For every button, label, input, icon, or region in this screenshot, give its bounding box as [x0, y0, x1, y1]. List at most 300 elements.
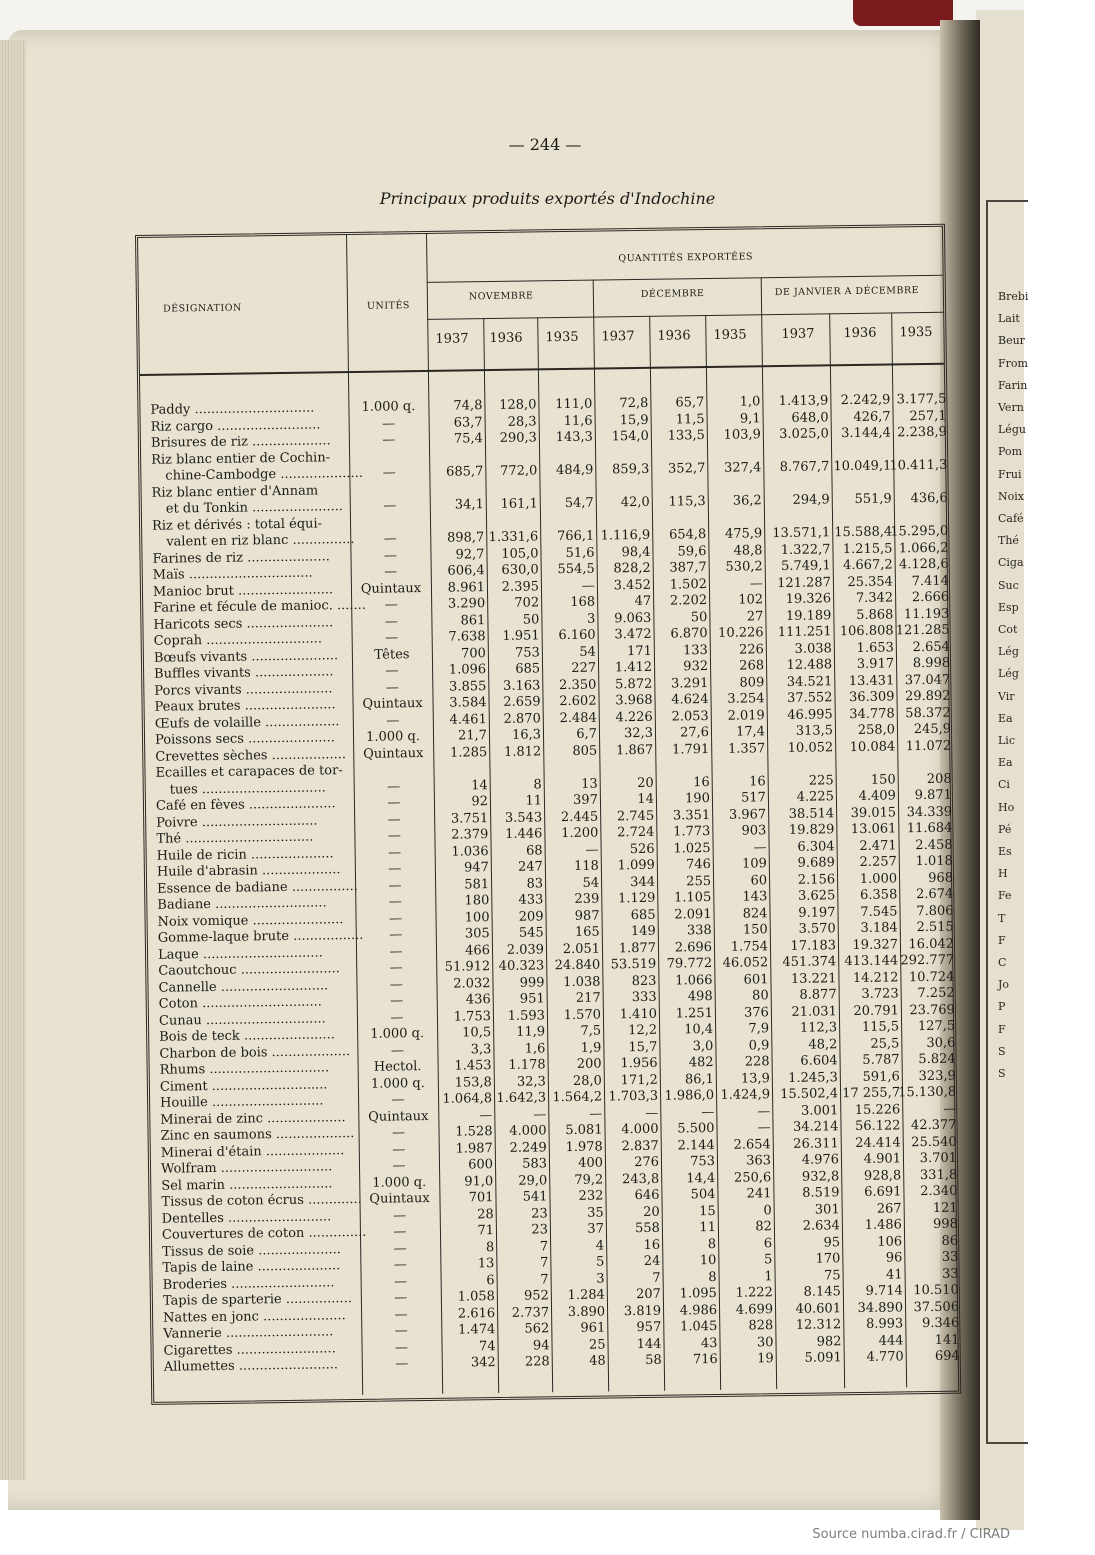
- row-value: 1.791: [671, 741, 710, 758]
- row-designation: Coton .............................: [158, 994, 323, 1012]
- row-value: 14: [637, 791, 655, 808]
- row-value: 10.226: [718, 625, 764, 641]
- row-value: 3.184: [860, 920, 898, 936]
- row-value: 484,9: [556, 462, 594, 479]
- row-unit: Quintaux: [363, 745, 424, 762]
- row-designation: Coprah ............................: [153, 631, 323, 649]
- row-value: 37.506: [913, 1299, 960, 1315]
- row-value: 5.081: [565, 1122, 603, 1139]
- row-value: 28,3: [507, 413, 537, 430]
- row-value: 82: [755, 1219, 773, 1235]
- row-unit: —: [383, 498, 397, 514]
- row-unit: 1.000 q.: [366, 729, 421, 745]
- year-header: 1937: [435, 331, 469, 347]
- row-value: 601: [743, 971, 769, 988]
- row-value: 413.144: [844, 953, 899, 970]
- row-value: 702: [514, 595, 540, 611]
- row-unit: 1.000 q.: [361, 399, 416, 415]
- row-value: 3.751: [450, 810, 489, 827]
- row-value: 338: [686, 923, 712, 939]
- row-value: 23: [531, 1205, 548, 1222]
- row-value: 701: [468, 1190, 494, 1206]
- facing-page-label: Noix: [998, 489, 1024, 503]
- row-value: 3.625: [797, 888, 836, 904]
- row-value: 1.096: [448, 662, 487, 678]
- row-value: 91,0: [464, 1173, 494, 1189]
- row-unit: Quintaux: [360, 580, 422, 597]
- row-value: 4.624: [671, 692, 709, 708]
- row-value: 27,6: [679, 725, 710, 741]
- row-value: —: [585, 842, 599, 858]
- row-value: 3.584: [449, 695, 487, 711]
- row-value: 15.502,4: [780, 1086, 839, 1103]
- row-value: 323,9: [918, 1068, 956, 1084]
- row-value: 957: [636, 1319, 662, 1336]
- row-value: 6.358: [859, 887, 898, 903]
- facing-page-label: Vern: [998, 401, 1024, 414]
- row-value: 80: [752, 988, 769, 1004]
- row-value: 1.412: [614, 659, 653, 676]
- row-unit: —: [394, 1273, 408, 1289]
- row-value: 105,0: [501, 545, 539, 562]
- row-designation: tues ..............................: [169, 779, 326, 798]
- header-decembre: DÉCEMBRE: [640, 288, 705, 300]
- row-designation: Tapis de laine ....................: [162, 1258, 341, 1276]
- row-value: 106.808: [839, 623, 894, 640]
- row-value: 1.978: [565, 1139, 603, 1155]
- row-unit: —: [389, 960, 403, 976]
- row-value: 859,3: [612, 461, 650, 478]
- row-value: 25,5: [870, 1035, 900, 1052]
- row-value: 2.395: [501, 578, 540, 595]
- row-value: 65,7: [675, 395, 705, 411]
- row-value: 998: [932, 1216, 958, 1232]
- facing-page-label: Thé: [998, 534, 1019, 548]
- row-value: 7.342: [855, 590, 894, 606]
- row-value: 8: [485, 1239, 495, 1255]
- row-value: 1.502: [669, 576, 708, 593]
- row-value: 118: [573, 858, 599, 874]
- row-designation: Rhums .............................: [159, 1060, 330, 1078]
- row-value: 387,7: [669, 560, 707, 576]
- row-unit: —: [385, 630, 399, 646]
- row-value: 3.570: [798, 921, 836, 937]
- row-value: 112,3: [799, 1020, 838, 1036]
- row-value: 1.653: [856, 639, 894, 656]
- facing-page-label: H: [998, 867, 1008, 881]
- row-value: 7.414: [911, 573, 950, 589]
- row-value: 2.634: [802, 1218, 841, 1234]
- row-value: —: [701, 1104, 715, 1120]
- row-value: 352,7: [667, 461, 706, 477]
- row-value: 2.837: [621, 1138, 659, 1154]
- row-value: 292.777: [900, 952, 955, 969]
- row-value: 34.890: [857, 1299, 904, 1316]
- facing-page-label: Ea: [998, 711, 1013, 725]
- row-designation: Porcs vivants .....................: [154, 680, 333, 699]
- row-value: 1.058: [457, 1289, 495, 1305]
- row-value: 1.200: [561, 825, 599, 842]
- row-value: 1.474: [457, 1322, 496, 1338]
- row-value: 1.105: [673, 890, 712, 906]
- row-value: 1.038: [563, 974, 601, 990]
- row-value: 2.019: [727, 707, 765, 724]
- row-unit: —: [388, 894, 402, 910]
- row-value: —: [753, 839, 767, 855]
- facing-page-label: Farin: [998, 378, 1028, 392]
- row-value: 451.374: [782, 954, 837, 971]
- facing-page-label: Es: [998, 845, 1012, 858]
- row-value: 6.604: [800, 1053, 838, 1069]
- row-value: 25.354: [847, 573, 894, 590]
- row-value: 16,3: [511, 727, 542, 743]
- header-quantites: QUANTITÉS EXPORTÉES: [618, 251, 754, 265]
- row-value: 591,6: [862, 1068, 900, 1085]
- row-value: 15: [699, 1203, 716, 1219]
- row-unit: —: [394, 1290, 408, 1306]
- row-value: 40.601: [795, 1300, 842, 1317]
- row-value: 133,5: [667, 428, 705, 444]
- row-value: 3.472: [614, 626, 652, 643]
- row-value: 301: [814, 1201, 840, 1218]
- facing-page-label: Frui: [998, 467, 1022, 481]
- row-value: 558: [634, 1220, 661, 1237]
- row-value: 0: [763, 1202, 772, 1218]
- row-value: 15,7: [628, 1039, 658, 1055]
- row-value: 11,5: [675, 411, 705, 427]
- row-unit: —: [388, 877, 402, 894]
- row-value: 331,8: [919, 1167, 958, 1183]
- row-value: 4.770: [866, 1349, 904, 1365]
- row-designation: Café en fèves .....................: [155, 796, 336, 814]
- row-value: 1.446: [505, 826, 543, 842]
- row-value: 128,0: [499, 397, 537, 413]
- row-value: 9.714: [865, 1283, 903, 1299]
- row-value: 968: [928, 870, 954, 886]
- row-value: 290,3: [499, 430, 537, 446]
- facing-page-label: C: [998, 956, 1007, 969]
- row-designation: Buffles vivants ...................: [154, 664, 334, 682]
- row-value: 208: [926, 771, 952, 787]
- row-value: 13: [581, 776, 598, 792]
- row-value: 1.025: [673, 840, 711, 857]
- row-value: 6.160: [558, 627, 596, 644]
- row-value: 5.749,1: [780, 558, 831, 575]
- row-value: 33: [941, 1249, 959, 1265]
- row-value: 250,6: [733, 1169, 772, 1186]
- row-value: 305: [464, 926, 490, 942]
- row-value: 654,8: [668, 527, 707, 543]
- row-unit: —: [387, 795, 401, 811]
- year-header: 1936: [843, 325, 877, 342]
- row-value: 8.145: [803, 1284, 841, 1300]
- row-value: 685: [630, 907, 656, 923]
- facing-page-label: Légu: [998, 423, 1026, 437]
- row-designation: Tissus de coton écrus .............: [161, 1191, 362, 1210]
- row-value: 255: [686, 873, 712, 889]
- row-value: 3.855: [449, 678, 487, 695]
- facing-page-label: Fe: [998, 889, 1012, 903]
- row-designation: Couvertures de coton ..............: [161, 1224, 367, 1243]
- row-value: 68: [525, 842, 543, 859]
- row-value: 1.322,7: [780, 541, 831, 558]
- row-value: 600: [468, 1157, 494, 1173]
- row-value: 7: [540, 1255, 549, 1271]
- row-value: 26.311: [793, 1135, 839, 1152]
- row-value: 4.409: [858, 788, 897, 804]
- row-value: 190: [684, 791, 711, 807]
- row-designation: chine-Cambodge ....................: [165, 465, 364, 484]
- row-value: 103,9: [723, 427, 761, 443]
- row-designation: Wolfram ...........................: [160, 1159, 333, 1177]
- row-value: 115,5: [861, 1019, 900, 1035]
- row-designation: Haricots secs .....................: [153, 614, 334, 633]
- row-value: 9.346: [921, 1315, 960, 1332]
- row-value: 2.602: [559, 693, 597, 710]
- row-designation: Farines de riz ....................: [152, 548, 330, 567]
- row-value: 239: [574, 891, 600, 907]
- row-value: 928,8: [863, 1167, 902, 1184]
- row-value: 2.484: [559, 710, 597, 726]
- row-value: 60: [750, 872, 768, 888]
- row-designation: Poivre ............................: [156, 813, 318, 831]
- row-value: 2.870: [503, 710, 541, 727]
- row-value: 327,4: [723, 460, 762, 476]
- row-designation: Noix vomique ......................: [157, 911, 344, 930]
- facing-page-label: Pom: [998, 445, 1023, 459]
- row-value: 1.703,3: [608, 1088, 659, 1105]
- row-value: 1.000: [859, 870, 898, 887]
- row-value: 2.674: [915, 886, 954, 903]
- row-unit: —: [383, 547, 398, 564]
- row-value: 932: [683, 659, 709, 675]
- row-value: 51,6: [565, 545, 595, 561]
- row-unit: Quintaux: [368, 1108, 429, 1125]
- row-value: 4.000: [509, 1123, 547, 1139]
- row-value: 3.543: [504, 809, 543, 826]
- row-value: 3.163: [503, 677, 541, 694]
- facing-page-label: Lég: [998, 667, 1019, 681]
- row-value: 898,7: [446, 530, 485, 546]
- row-value: 828: [748, 1318, 774, 1334]
- year-header: 1937: [601, 329, 635, 345]
- row-value: 646: [634, 1187, 660, 1204]
- row-value: 1.215,5: [842, 540, 893, 557]
- row-value: 1.877: [618, 940, 657, 956]
- row-value: 79.772: [666, 956, 713, 972]
- row-value: 3.967: [728, 806, 767, 823]
- row-value: 16: [643, 1237, 661, 1253]
- book-cover-cloth: [853, 0, 953, 26]
- row-designation: Paddy .............................: [150, 400, 315, 418]
- year-header: 1936: [489, 330, 523, 347]
- row-value: 19.829: [788, 822, 835, 838]
- row-value: 41: [885, 1266, 903, 1283]
- exports-table: [135, 224, 961, 1405]
- row-unit: Têtes: [374, 646, 410, 663]
- row-value: 48,2: [808, 1036, 838, 1053]
- row-value: 436,6: [910, 490, 948, 507]
- row-value: 54: [579, 644, 596, 660]
- row-value: 54,7: [564, 495, 594, 512]
- row-value: 12,2: [628, 1022, 658, 1039]
- row-value: 59,6: [677, 543, 707, 559]
- row-value: 232: [578, 1188, 604, 1204]
- row-value: 4.901: [863, 1151, 902, 1167]
- row-designation: Houille ...........................: [160, 1093, 324, 1111]
- row-value: 257,1: [909, 408, 947, 424]
- row-value: 10,4: [684, 1022, 714, 1038]
- facing-page-label: S: [998, 1044, 1006, 1058]
- row-value: 1.066,2: [898, 540, 949, 556]
- row-value: 28: [477, 1206, 494, 1222]
- row-value: 17 255,7: [842, 1085, 901, 1102]
- row-value: 5: [596, 1254, 605, 1270]
- row-value: 268: [739, 658, 765, 674]
- row-value: 4.226: [615, 709, 653, 725]
- row-value: 143,3: [555, 429, 593, 446]
- row-value: 1.285: [449, 744, 488, 761]
- row-value: 2.654: [912, 639, 950, 655]
- row-value: 34.339: [906, 804, 953, 820]
- row-value: 51.912: [444, 959, 491, 975]
- row-value: 15.130,8: [898, 1084, 957, 1101]
- row-value: 444: [878, 1332, 904, 1349]
- row-designation: Gomme-laque brute .................: [157, 927, 364, 946]
- row-value: 92: [471, 794, 489, 810]
- row-value: 63,7: [453, 414, 483, 431]
- row-unit: —: [391, 1092, 405, 1108]
- facing-page-label: Esp: [998, 600, 1019, 614]
- row-value: 2.156: [797, 871, 836, 888]
- row-value: 4.976: [801, 1152, 840, 1168]
- row-value: 753: [690, 1153, 716, 1170]
- row-value: 3: [596, 1271, 605, 1287]
- row-value: 33: [941, 1266, 959, 1282]
- row-unit: —: [388, 910, 403, 927]
- row-value: 1.987: [455, 1140, 493, 1157]
- row-value: 20: [643, 1204, 660, 1220]
- row-value: 225: [808, 772, 834, 789]
- row-designation: Farine et fécule de manioc. .......: [153, 597, 367, 616]
- row-value: 7: [652, 1270, 661, 1286]
- row-value: 6.691: [864, 1184, 902, 1200]
- table-body: [140, 391, 960, 1375]
- row-value: 436: [465, 992, 491, 1008]
- row-value: 766,1: [556, 528, 595, 545]
- row-designation: Sel marin .........................: [161, 1175, 333, 1194]
- row-value: 79,2: [574, 1172, 604, 1188]
- row-value: 1.222: [735, 1285, 773, 1301]
- row-value: 20.791: [853, 1002, 900, 1019]
- header-rule: [140, 363, 944, 376]
- row-value: 24.840: [554, 957, 601, 974]
- year-header: 1935: [545, 329, 579, 346]
- row-value: 13,9: [740, 1070, 770, 1087]
- year-header: 1935: [899, 324, 933, 341]
- row-value: 102: [738, 592, 764, 608]
- row-value: 1.099: [617, 857, 655, 874]
- facing-page-label: From: [998, 356, 1028, 370]
- row-value: 24: [643, 1253, 661, 1269]
- row-value: 700: [460, 645, 486, 661]
- row-value: 23.769: [909, 1002, 956, 1018]
- row-value: 1.754: [730, 938, 769, 955]
- row-value: 86,1: [684, 1071, 714, 1087]
- row-value: 75: [823, 1267, 841, 1283]
- row-value: 999: [519, 974, 545, 991]
- row-unit: —: [385, 679, 399, 696]
- row-value: 2.666: [911, 589, 950, 606]
- facing-page-label: Beur: [998, 334, 1025, 348]
- row-value: 228: [524, 1354, 550, 1370]
- row-value: 19.327: [852, 936, 899, 953]
- row-value: 86: [941, 1233, 959, 1249]
- row-value: 83: [526, 875, 544, 892]
- row-value: 3.144,4: [841, 425, 891, 442]
- row-value: 1.753: [453, 1008, 492, 1025]
- row-unit: —: [386, 712, 400, 729]
- row-value: 32,3: [516, 1073, 546, 1090]
- row-value: 1.413,9: [778, 393, 829, 410]
- row-value: 1.812: [503, 743, 542, 760]
- row-value: 3.917: [856, 656, 895, 672]
- row-unit: —: [384, 597, 398, 613]
- row-value: 3.968: [615, 692, 653, 709]
- row-value: —: [581, 578, 596, 594]
- header-cumul: DE JANVIER A DÉCEMBRE: [774, 285, 920, 299]
- row-value: 14.212: [852, 969, 899, 986]
- row-value: 3.723: [861, 986, 899, 1002]
- facing-page-label: Jo: [998, 978, 1010, 992]
- row-value: —: [757, 1103, 771, 1119]
- row-value: 947: [463, 860, 489, 876]
- row-unit: —: [385, 663, 399, 679]
- row-designation: Bœufs vivants .....................: [153, 647, 339, 666]
- row-value: 3.351: [672, 807, 711, 824]
- row-unit: —: [389, 927, 403, 943]
- row-value: 581: [464, 876, 490, 892]
- row-designation: Caoutchouc ........................: [158, 961, 340, 979]
- row-value: 92,7: [455, 546, 485, 563]
- row-value: 8: [707, 1236, 717, 1252]
- row-value: 342: [470, 1355, 496, 1371]
- row-value: 2.053: [671, 708, 709, 725]
- facing-page-label: Ciga: [998, 556, 1024, 570]
- row-value: 35: [587, 1205, 604, 1221]
- row-value: 1.424,9: [720, 1087, 771, 1103]
- row-value: 7.638: [448, 629, 486, 645]
- row-unit: —: [388, 861, 402, 877]
- row-value: 14,4: [686, 1170, 716, 1186]
- row-designation: Riz et dérivés : total équi-: [151, 515, 323, 534]
- row-unit: —: [394, 1339, 409, 1355]
- row-value: 6,7: [576, 726, 598, 742]
- row-unit: Quintaux: [369, 1190, 430, 1207]
- row-value: 243,8: [621, 1171, 660, 1187]
- facing-page-label: Lait: [998, 312, 1020, 326]
- row-unit: —: [383, 531, 397, 547]
- row-designation: Riz blanc entier de Cochin-: [151, 449, 331, 468]
- row-value: 29.892: [904, 688, 951, 705]
- row-value: 3.890: [567, 1304, 606, 1320]
- row-value: 171: [626, 643, 652, 659]
- row-value: 13.061: [850, 821, 897, 838]
- row-value: 38.514: [788, 805, 835, 822]
- row-value: 209: [518, 908, 544, 925]
- row-value: 207: [635, 1286, 661, 1303]
- row-value: 952: [523, 1288, 549, 1304]
